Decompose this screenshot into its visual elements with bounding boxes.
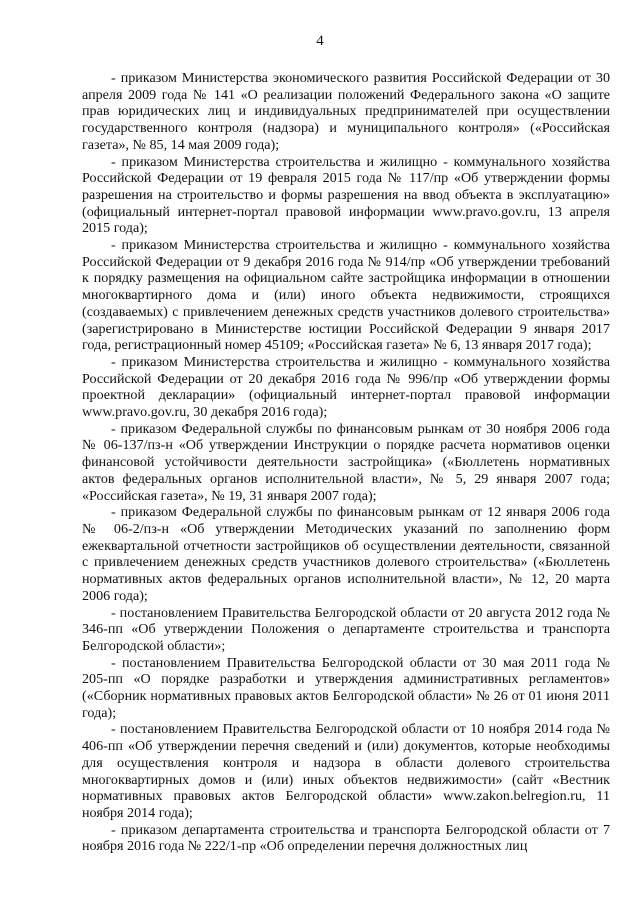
document-body [82, 70, 610, 855]
list-item-paragraph: - постановлением Правительства Белгородской области от 20 августа 2012 года № 346-пп «Об утверждении Положения о департаменте строительства и транспорта Белгородской области»; [82, 604, 610, 654]
list-item-paragraph: - постановлением Правительства Белгородской области от 10 ноября 2014 года № 406-пп «Об утверждении перечня сведений и (или) документов, которые необходимы для осуществления контроля и надзора в области долевого строительства многоквартирных домов и (или) иных объектов недвижимости» (сайт «Вестник нормативных правовых актов Белгородской области» www.zakon.belregion.ru, 11 ноября 2014 года); [82, 721, 610, 821]
list-item-paragraph: - приказом Федеральной службы по финансовым рынкам от 12 января 2006 года № 06-2/пз-н «Об утверждении Методических указаний по заполнению форм ежеквартальной отчетности застройщиков об осуществлении деятельности, связанной с привлечением денежных средств участников долевого строительства» («Бюллетень нормативных актов федеральных органов исполнительной власти», № 12, 20 марта 2006 года); [82, 504, 610, 604]
list-item-paragraph: - приказом Министерства строительства и жилищно - коммунального хозяйства Российской Федерации от 20 декабря 2016 года № 996/пр «Об утверждении формы проектной декларации» (официальный интернет-портал правовой информации www.pravo.gov.ru, 30 декабря 2016 года); [82, 353, 610, 421]
list-item-paragraph: - приказом Министерства экономического развития Российской Федерации от 30 апреля 2009 года № 141 «О реализации положений Федерального закона «О защите прав юридических лиц и индивидуальных предпринимателей при осуществлении государственного контроля (надзора) и муниципального контроля» («Российская газета», № 85, 14 мая 2009 года); [82, 70, 610, 153]
list-item-paragraph: - приказом департамента строительства и транспорта Белгородской области от 7 ноября 2016 года № 222/1-пр «Об определении перечня должностных лиц [82, 821, 610, 855]
page-number: 4 [316, 33, 324, 49]
list-item-paragraph: - приказом Министерства строительства и жилищно - коммунального хозяйства Российской Федерации от 19 февраля 2015 года № 117/пр «Об утверждении формы разрешения на строительство и формы разрешения на ввод объекта в эксплуатацию» (официальный интернет-портал правовой информации www.pravo.gov.ru, 13 апреля 2015 года); [82, 153, 610, 237]
list-item-paragraph: - постановлением Правительства Белгородской области от 30 мая 2011 года № 205-пп «О порядке разработки и утверждения административных регламентов» («Сборник нормативных правовых актов Белгородской области» № 26 от 01 июня 2011 года); [82, 654, 610, 721]
list-item-paragraph: - приказом Федеральной службы по финансовым рынкам от 30 ноября 2006 года № 06-137/пз-н «Об утверждении Инструкции о порядке расчета нормативов оценки финансовой устойчивости деятельности застройщика» («Бюллетень нормативных актов федеральных органов исполнительной власти», № 5, 29 января 2007 года; «Российская газета», № 19, 31 января 2007 года); [82, 420, 610, 504]
list-item-paragraph: - приказом Министерства строительства и жилищно - коммунального хозяйства Российской Федерации от 9 декабря 2016 года № 914/пр «Об утверждении требований к порядку размещения на официальном сайте застройщика информации в отношении многоквартирного дома и (или) иного объекта недвижимости, строящихся (создаваемых) с привлечением денежных средств участников долевого строительства» (зарегистрировано в Министерстве юстиции Российской Федерации 9 января 2017 года, регистрационный номер 45109; «Российская газета» № 6, 13 января 2017 года); [82, 237, 610, 354]
